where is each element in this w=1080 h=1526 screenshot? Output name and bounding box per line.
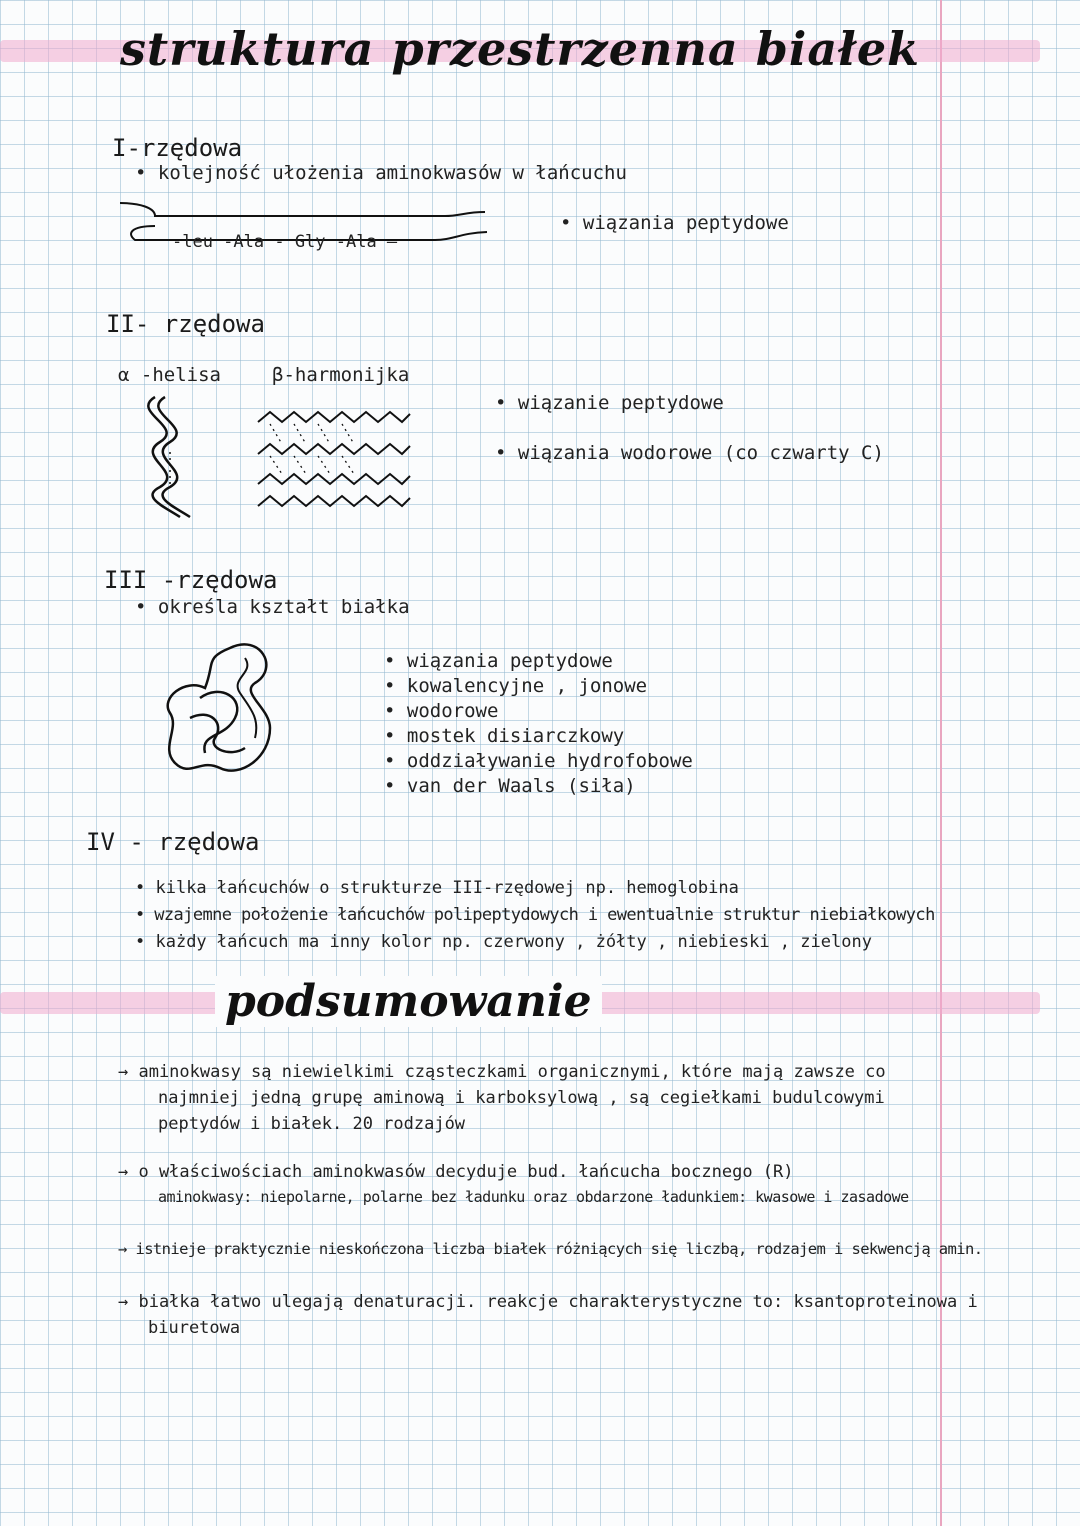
secondary-bond-2-text: wiązania wodorowe (co czwarty C) [517,442,884,464]
summary-item-4-line-2: biuretowa [148,1318,241,1338]
tertiary-fold-inner-1 [200,692,237,753]
tertiary-bond-1: • wiązania peptydowe [384,650,613,672]
tertiary-bond-4: • mostek disiarczkowy [384,725,625,747]
tertiary-bond-6: • van der Waals (siła) [384,775,636,797]
alpha-helix-label: α -helisa [118,364,221,386]
summary-item-2-line-2: aminokwasy: niepolarne, polarne bez ładunku oraz obdarzone ładunkiem: kwasowe i zasadowe [158,1188,909,1206]
summary-item-3-line-1: → istnieje praktycznie nieskończona liczba białek różniących się liczbą, rodzajem i sekwencją amin. [118,1240,983,1258]
quaternary-bullet-3: • każdy łańcuch ma inny kolor np. czerwony , żółty , niebieski , zielony [135,932,872,952]
secondary-bond-1-text: wiązanie peptydowe [517,392,724,414]
quaternary-bullet-1: • kilka łańcuchów o strukturze III-rzędowej np. hemoglobina [135,878,739,898]
beta-strand-1 [258,412,410,422]
tertiary-structure-drawing [160,638,290,783]
tertiary-bond-1-text: wiązania peptydowe [406,650,613,672]
beta-sheet-label: β-harmonijka [272,364,410,386]
tertiary-fold-outer [168,644,270,770]
tertiary-bond-3: • wodorowe [384,700,499,722]
summary-item-4-line-1: → białka łatwo ulegają denaturacji. reakcje charakterystyczne to: ksantoproteinowa i [118,1292,978,1312]
alpha-helix-drawing [125,392,195,522]
primary-bullet: • kolejność ułożenia aminokwasów w łańcuchu [135,162,627,184]
tertiary-bond-2: • kowalencyjne , jonowe [384,675,648,697]
tertiary-bond-5: • oddziaływanie hydrofobowe [384,750,693,772]
tertiary-bond-3-text: wodorowe [406,700,499,722]
summary-item-1-line-3: peptydów i białek. 20 rodzajów [158,1114,466,1134]
beta-strand-4 [258,496,410,506]
primary-heading: I-rzędowa [112,134,243,162]
tertiary-bullet-text: określa kształt białka [157,596,410,618]
beta-sheet-drawing [258,410,413,515]
quaternary-bullet-2-text: wzajemne położenie łańcuchów polipeptydowych i ewentualnie struktur niebiałkowych [154,905,935,925]
secondary-heading: II- rzędowa [106,310,265,338]
tertiary-heading: III -rzędowa [104,566,278,594]
primary-chain: -leu -Ala - Gly -Ala — [172,232,398,252]
tertiary-bond-2-text: kowalencyjne , jonowe [406,675,648,697]
primary-bond-text: wiązania peptydowe [582,212,789,234]
summary-item-1-line-2: najmniej jedną grupę aminową i karboksylową , są cegiełkami budulcowymi [158,1088,885,1108]
summary-item-2-line-1: → o właściwościach aminokwasów decyduje bud. łańcucha bocznego (R) [118,1162,794,1182]
beta-strand-2 [258,444,410,454]
secondary-bond-2: • wiązania wodorowe (co czwarty C) [495,442,884,464]
helix-strand-b [158,397,190,517]
tertiary-bond-4-text: mostek disiarczkowy [406,725,625,747]
summary-item-1-line-1: → aminokwasy są niewielkimi cząsteczkami organicznymi, które mają zawsze co [118,1062,886,1082]
quaternary-bullet-1-text: kilka łańcuchów o strukturze III-rzędowej np. hemoglobina [155,878,739,898]
tertiary-bullet: • określa kształt białka [135,596,410,618]
quaternary-bullet-2: • wzajemne położenie łańcuchów polipeptydowych i ewentualnie struktur niebiałkowych [135,905,935,925]
primary-bond: • wiązania peptydowe [560,212,789,234]
tertiary-bond-5-text: oddziaływanie hydrofobowe [406,750,693,772]
beta-strand-3 [258,474,410,484]
quaternary-heading: IV - rzędowa [86,828,260,856]
tertiary-fold-inner-2 [190,715,245,752]
tertiary-bond-6-text: van der Waals (siła) [406,775,636,797]
secondary-bond-1: • wiązanie peptydowe [495,392,724,414]
page-title: struktura przestrzenna białek [120,22,920,76]
chain-upper-line [120,203,485,216]
primary-bullet-text: kolejność ułożenia aminokwasów w łańcuchu [157,162,627,184]
summary-title: podsumowanie [215,976,602,1027]
quaternary-bullet-3-text: każdy łańcuch ma inny kolor np. czerwony , żółty , niebieski , zielony [155,932,872,952]
